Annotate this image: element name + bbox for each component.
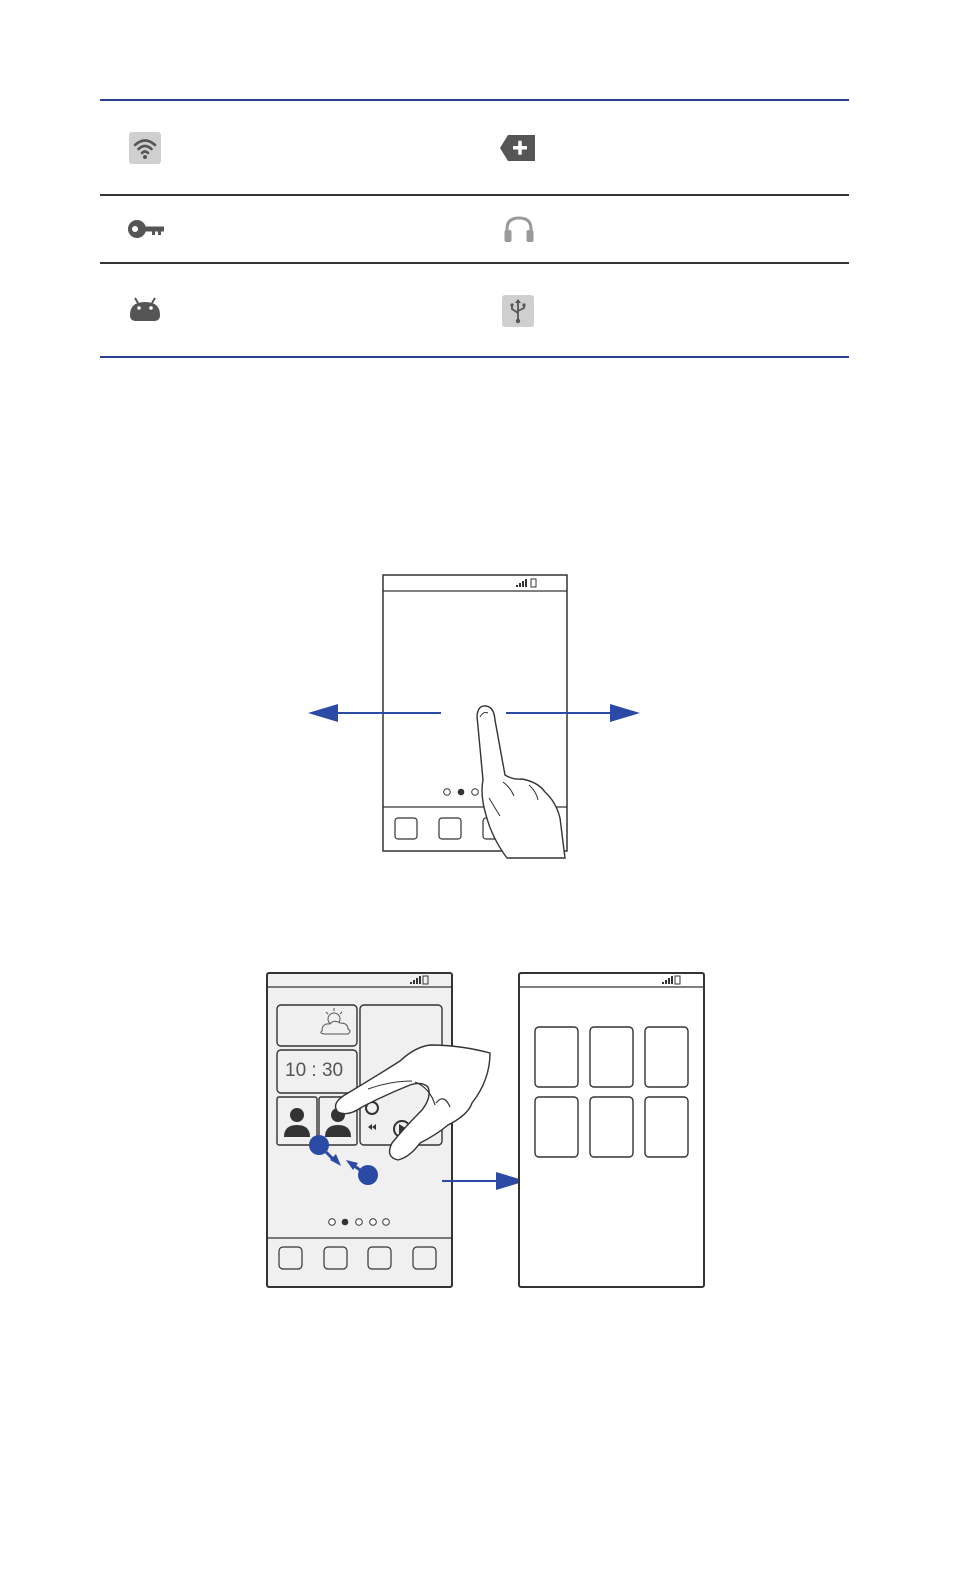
table-row-divider <box>100 194 849 196</box>
debug-android-icon <box>128 297 162 323</box>
thumbnail <box>535 1027 578 1087</box>
headset-icon <box>503 215 535 243</box>
thumbnail <box>590 1097 633 1157</box>
thumbnail <box>645 1097 688 1157</box>
usb-icon <box>502 295 534 327</box>
thumbnail <box>645 1027 688 1087</box>
table-top-rule <box>100 99 849 101</box>
swipe-home-screen-figure <box>300 570 650 865</box>
vpn-key-icon <box>127 218 165 240</box>
table-row-divider <box>100 262 849 264</box>
thumbnail <box>590 1027 633 1087</box>
pinch-home-screen-figure <box>260 965 710 1295</box>
table-bottom-rule <box>100 356 849 358</box>
transition-arrow <box>442 1172 526 1190</box>
clock-time-text: 10 : 30 <box>285 1060 344 1081</box>
more-notifications-icon <box>499 134 537 162</box>
thumbnail <box>535 1097 578 1157</box>
wifi-icon <box>129 132 161 164</box>
